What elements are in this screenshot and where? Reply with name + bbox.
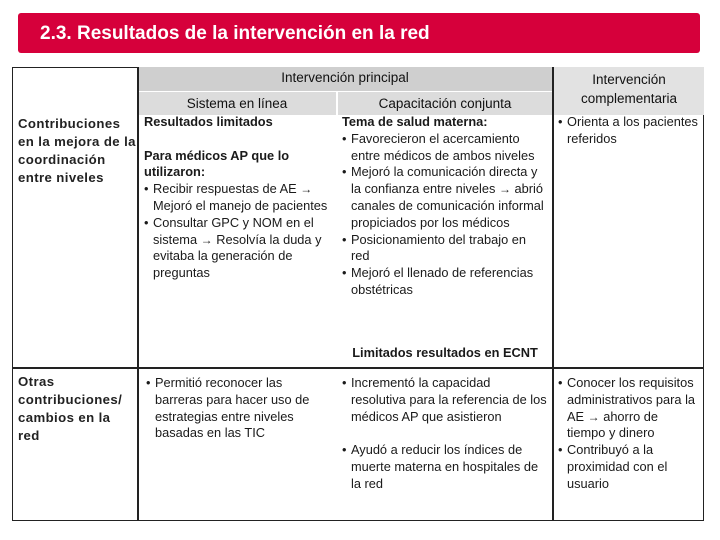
list-item: • Consultar GPC y NOM en el sistema → Resolvía la duda y evitaba la generación de preguntas <box>144 214 322 281</box>
row1-sistema-heading: Resultados limitados <box>144 114 273 129</box>
row2-label: Otras contribuciones/ cambios en la red <box>18 374 123 443</box>
row1-capacitacion-cell <box>342 114 548 299</box>
title-bar <box>18 13 700 53</box>
divider-col1 <box>137 67 139 521</box>
list-item: • Favorecieron el acercamiento entre médicos de ambos niveles <box>342 130 535 163</box>
arrow-icon: → <box>498 182 511 197</box>
list-item: • Contribuyó a la proximidad con el usuario <box>558 442 668 491</box>
row1-complementaria-cell <box>558 114 698 148</box>
list-item: • Mejoró el llenado de referencias obstétricas <box>342 265 534 297</box>
arrow-icon: → <box>300 182 313 197</box>
divider-col3 <box>552 67 554 521</box>
row1-sistema-cell <box>144 114 336 282</box>
page-title: 2.3. Resultados de la intervención en la red <box>40 23 430 44</box>
header-intervencion-complementaria <box>554 67 704 115</box>
divider-row <box>12 367 704 369</box>
header-capacitacion-conjunta: Capacitación conjunta <box>338 92 552 115</box>
row1-sistema-subheading: Para médicos AP que lo utilizaron: <box>144 147 290 180</box>
header-intervencion-principal: Intervención principal <box>138 67 552 91</box>
header-comp-line2: complementaria <box>580 91 678 106</box>
row1-capacitacion-heading: Tema de salud materna: <box>342 114 488 129</box>
list-item: • Recibir respuestas de AE → Mejoró el manejo de pacientes <box>144 181 328 213</box>
list-item: • Orienta a los pacientes referidos <box>558 114 698 146</box>
row1-label: Contribuciones en la mejora de la coordinación entre niveles <box>18 116 136 185</box>
list-item: • Posicionamiento del trabajo en red <box>342 231 527 264</box>
list-item: • Mejoró la comunicación directa y la confianza entre niveles → abrió canales de comunicación informal propiciados por los médicos <box>342 164 544 230</box>
list-item: • Incrementó la capacidad resolutiva para la referencia de los médicos AP que asistieron <box>342 375 547 424</box>
row2-capacitacion-cell <box>342 375 548 493</box>
row2-complementaria-cell <box>558 375 698 493</box>
row2-sistema-cell <box>146 375 332 442</box>
header-sistema-en-linea: Sistema en línea <box>138 92 336 115</box>
arrow-icon: → <box>587 409 600 424</box>
header-comp-line1: Intervención <box>592 72 666 87</box>
list-item: • Conocer los requisitos administrativos para la AE → ahorro de tiempo y dinero <box>558 375 696 441</box>
arrow-icon: → <box>200 232 213 247</box>
list-item: • Permitió reconocer las barreras para hacer uso de estrategias entre niveles basadas en las TIC <box>146 375 310 441</box>
list-item: • Ayudó a reducir los índices de muerte materna en hospitales de la red <box>342 442 539 491</box>
row1-capacitacion-footer: Limitados resultados en ECNT <box>352 345 538 360</box>
